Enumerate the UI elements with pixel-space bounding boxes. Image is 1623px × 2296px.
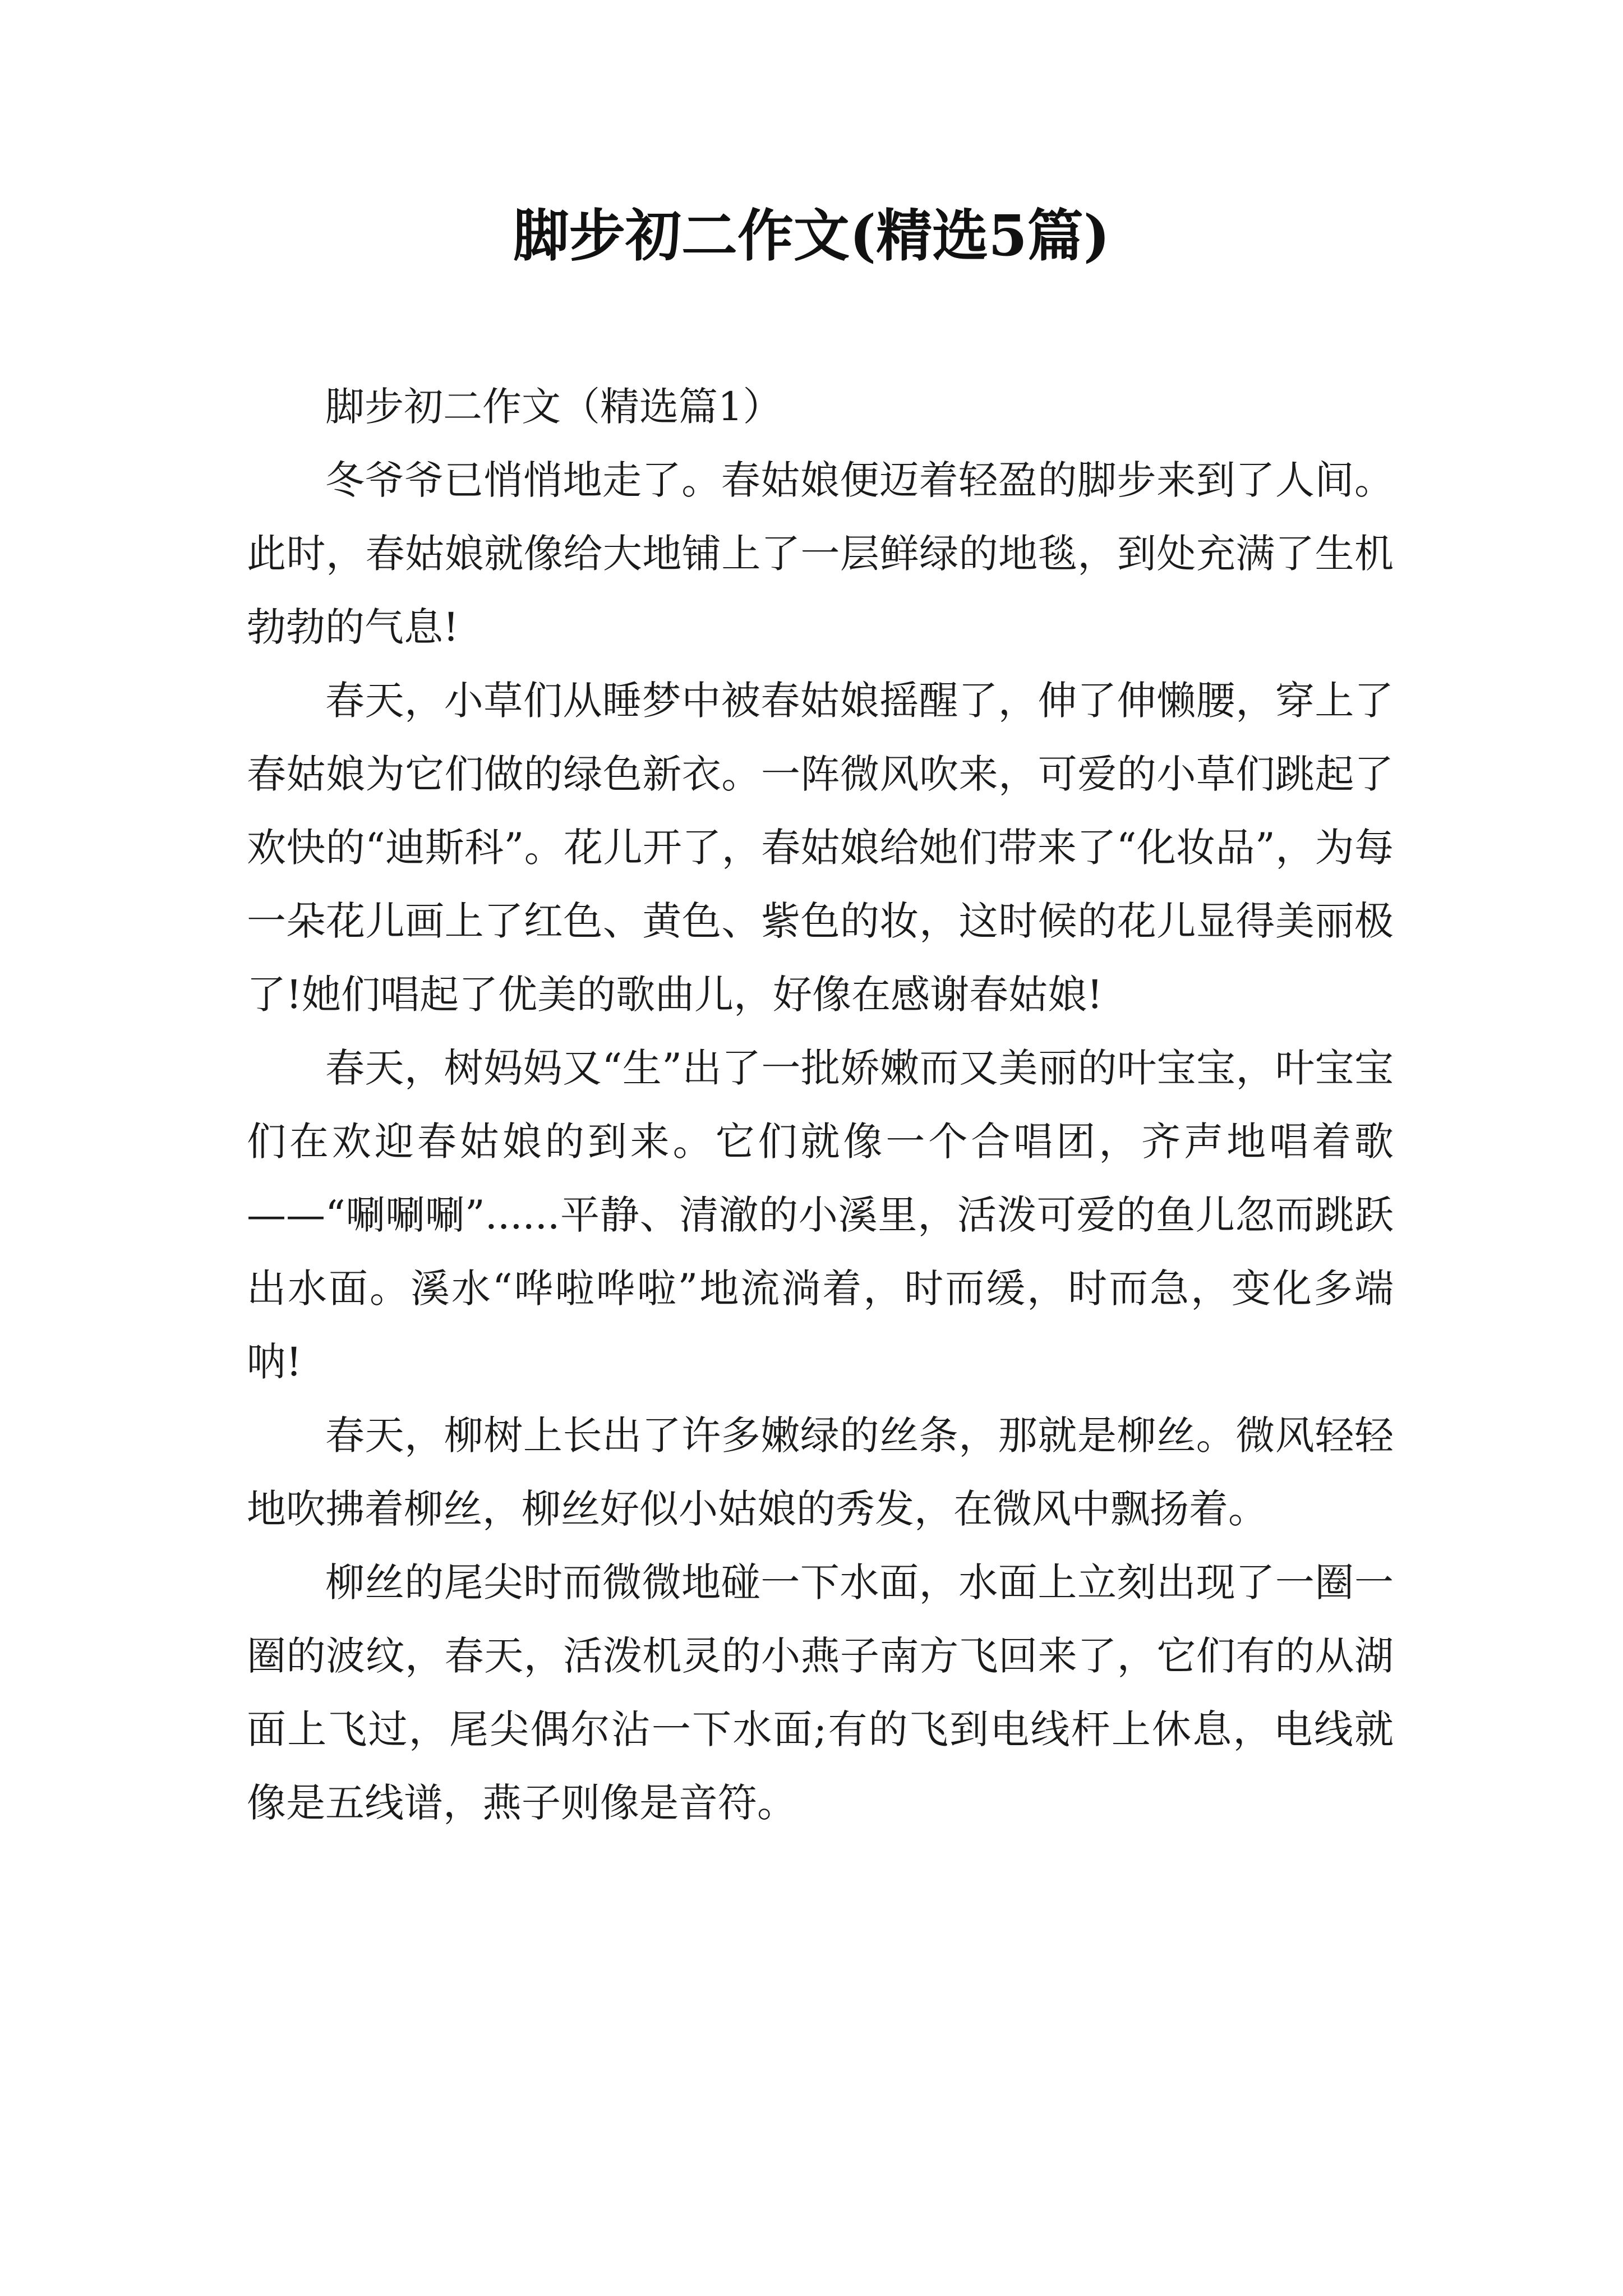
section-heading: 脚步初二作文（精选篇1） xyxy=(325,384,782,430)
paragraph-1: 冬爷爷已悄悄地走了。春姑娘便迈着轻盈的脚步来到了人间。此时，春姑娘就像给大地铺上了一层鲜绿的地毯，到处充满了生机勃勃的气息! xyxy=(247,457,1394,650)
document-body xyxy=(247,370,1394,1840)
paragraph-4: 春天，柳树上长出了许多嫩绿的丝条，那就是柳丝。微风轻轻地吹拂着柳丝，柳丝好似小姑娘的秀发，在微风中飘扬着。 xyxy=(247,1412,1394,1532)
paragraph-5: 柳丝的尾尖时而微微地碰一下水面，水面上立刻出现了一圈一圈的波纹，春天，活泼机灵的小燕子南方飞回来了，它们有的从湖面上飞过，尾尖偶尔沾一下水面;有的飞到电线杆上休息，电线就像是五线谱，燕子则像是音符。 xyxy=(247,1559,1394,1826)
document-title: 脚步初二作文(精选5篇) xyxy=(513,203,1110,269)
paragraph-2: 春天，小草们从睡梦中被春姑娘摇醒了，伸了伸懒腰，穿上了春姑娘为它们做的绿色新衣。一阵微风吹来，可爱的小草们跳起了欢快的“迪斯科”。花儿开了，春姑娘给她们带来了“化妆品”，为每一朵花儿画上了红色、黄色、紫色的妆，这时候的花儿显得美丽极了!她们唱起了优美的歌曲儿，好像在感谢春姑娘! xyxy=(247,678,1394,1018)
paragraph-3: 春天，树妈妈又“生”出了一批娇嫩而又美丽的叶宝宝，叶宝宝们在欢迎春姑娘的到来。它们就像一个合唱团，齐声地唱着歌——“唰唰唰”......平静、清澈的小溪里，活泼可爱的鱼儿忽而跳跃出水面。溪水“哗啦哗啦”地流淌着，时而缓，时而急，变化多端呐! xyxy=(247,1045,1394,1385)
